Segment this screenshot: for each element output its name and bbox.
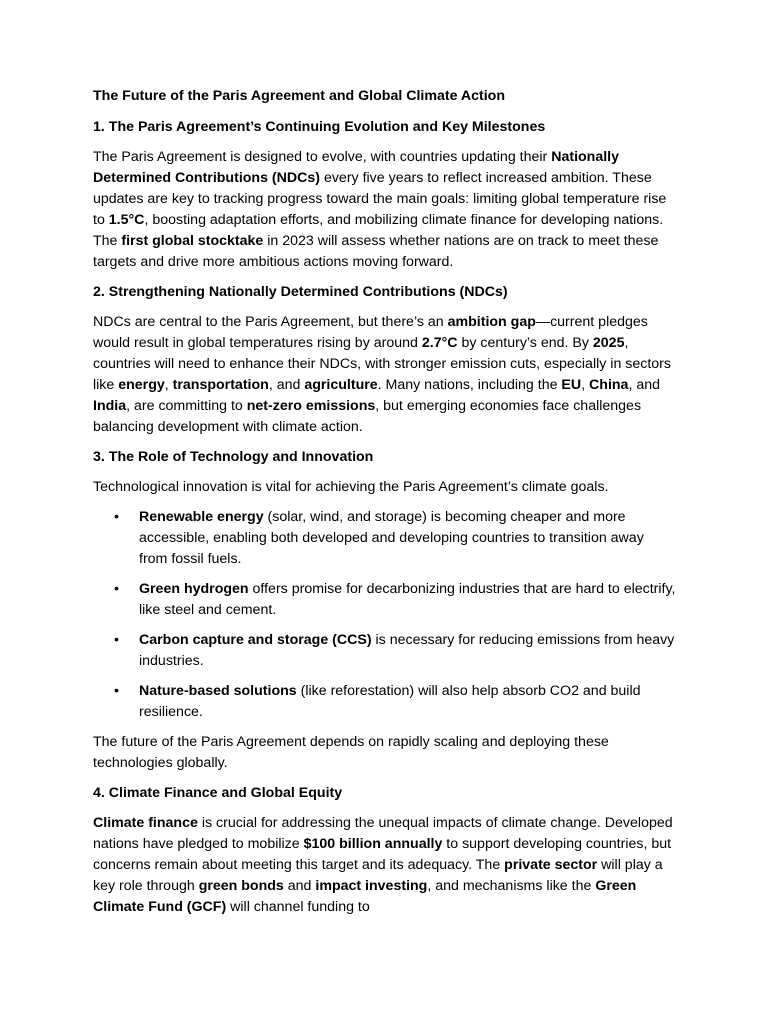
bold-run: 2025	[592, 335, 625, 351]
text-run: The Paris Agreement is designed to evolve, with countries updating their	[93, 149, 552, 165]
text-run: is necessary for reducing emissions from heavy industries.	[139, 632, 675, 669]
bold-run: Green hydrogen	[139, 581, 249, 597]
bold-run: EU	[561, 377, 582, 393]
bold-run: first global stocktake	[121, 233, 264, 249]
bold-run: 2.7°C	[421, 335, 458, 351]
bold-run: impact investing	[315, 878, 428, 894]
bold-run: Nature-based solutions	[139, 683, 297, 699]
bold-run: India	[93, 398, 127, 414]
text-run: , and mechanisms like the	[427, 878, 596, 894]
text-run: , are committing to	[126, 398, 247, 414]
text-run: offers promise for decarbonizing industries that are hard to electrify, like steel and cement.	[139, 581, 676, 618]
list-item	[93, 630, 676, 672]
text-run: NDCs are central to the Paris Agreement, but there’s an	[93, 314, 448, 330]
bold-run: energy	[118, 377, 165, 393]
text-run: , countries will need to enhance their NDCs, with stronger emission cuts, especially in sectors like	[93, 335, 672, 393]
text-run: ,	[164, 377, 173, 393]
section-2-paragraph	[93, 312, 676, 438]
section-3-intro: Technological innovation is vital for achieving the Paris Agreement’s climate goals.	[93, 479, 609, 495]
text-run: , but emerging economies face challenges balancing development with climate action.	[93, 398, 642, 435]
text-run: (solar, wind, and storage) is becoming cheaper and more accessible, enabling both developed and developing countries to transition away from fossil fuels.	[139, 509, 644, 567]
bold-run: Renewable energy	[139, 509, 264, 525]
text-run: in 2023 will assess whether nations are on track to meet these targets and drive more ambitious actions moving forward.	[93, 233, 659, 270]
bold-run: transportation	[172, 377, 269, 393]
text-run: every five years to reflect increased ambition. These updates are key to tracking progress toward the main goals: limiting global temperature rise to	[93, 170, 667, 228]
section-1-paragraph	[93, 147, 676, 273]
list-item	[93, 579, 676, 621]
text-run: , boosting adaptation efforts, and mobilizing climate finance for developing nations. The	[93, 212, 664, 249]
text-run: , and	[268, 377, 305, 393]
text-run: ,	[581, 377, 590, 393]
section-1-heading: 1. The Paris Agreement’s Continuing Evolution and Key Milestones	[93, 119, 546, 135]
section-3-heading: 3. The Role of Technology and Innovation	[93, 449, 374, 465]
bold-run: agriculture	[304, 377, 378, 393]
bold-run: Climate finance	[93, 815, 198, 831]
bold-run: net-zero emissions	[246, 398, 376, 414]
section-4-paragraph	[93, 813, 676, 918]
bullet-icon: •	[114, 509, 119, 525]
text-run: is crucial for addressing the unequal impacts of climate change. Developed nations have pledged to mobilize	[93, 815, 673, 852]
technology-list	[93, 507, 676, 723]
text-run: and	[283, 878, 316, 894]
bold-run: private sector	[504, 857, 598, 873]
bold-run: 1.5°C	[108, 212, 145, 228]
text-run: will play a key role through	[93, 857, 663, 894]
text-run: —current pledges would result in global temperatures rising by around	[93, 314, 648, 351]
bold-run: green bonds	[198, 878, 284, 894]
list-item	[93, 681, 676, 723]
bold-run: ambition gap	[447, 314, 536, 330]
text-run: by century’s end. By	[457, 335, 593, 351]
bold-run: China	[589, 377, 629, 393]
bullet-icon: •	[114, 683, 119, 699]
bold-run: Green Climate Fund (GCF)	[93, 878, 637, 915]
bold-run: Carbon capture and storage (CCS)	[139, 632, 372, 648]
bullet-icon: •	[114, 632, 119, 648]
bold-run: $100 billion annually	[303, 836, 443, 852]
text-run: (like reforestation) will also help absorb CO2 and build resilience.	[139, 683, 641, 720]
bullet-icon: •	[114, 581, 119, 597]
section-4-heading: 4. Climate Finance and Global Equity	[93, 785, 343, 801]
text-run: will channel funding to	[226, 899, 370, 915]
text-run: , and	[628, 377, 661, 393]
section-3-outro: The future of the Paris Agreement depends on rapidly scaling and deploying these technologies globally.	[93, 734, 609, 771]
bold-run: Nationally Determined Contributions (NDCs)	[93, 149, 620, 186]
section-2-heading: 2. Strengthening Nationally Determined Contributions (NDCs)	[93, 284, 508, 300]
text-run: . Many nations, including the	[377, 377, 562, 393]
list-item	[93, 507, 676, 570]
text-run: to support developing countries, but concerns remain about meeting this target and its adequacy. The	[93, 836, 672, 873]
document-title: The Future of the Paris Agreement and Global Climate Action	[93, 88, 506, 104]
